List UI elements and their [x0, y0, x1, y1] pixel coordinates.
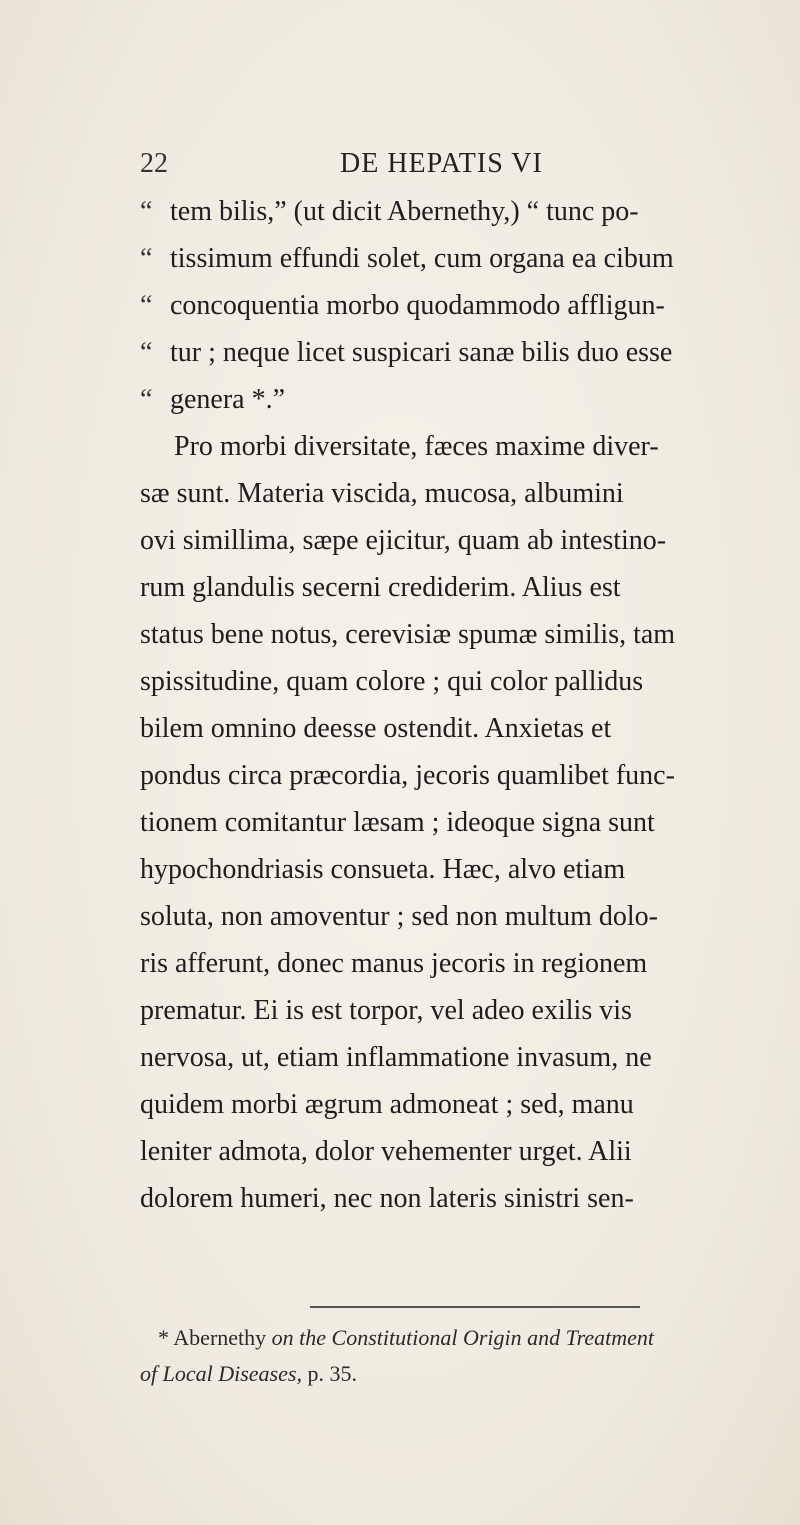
footnote-line [140, 1320, 780, 1356]
footnote-line [140, 1356, 780, 1392]
footnote-divider [310, 1306, 640, 1308]
text-line: ovi simillima, sæpe ejicitur, quam ab intestino- [140, 525, 667, 556]
footnote-page: p. 35. [307, 1361, 357, 1386]
text-line: “ concoquentia morbo quodammodo affligun- [140, 290, 665, 321]
text-line: hypochondriasis consueta. Hæc, alvo etiam [140, 854, 626, 885]
text-line: sæ sunt. Materia viscida, mucosa, albumini [140, 478, 624, 509]
body-text [140, 188, 790, 1222]
footnote [140, 1320, 780, 1392]
footnote-marker: * [158, 1325, 169, 1350]
running-head: DE HEPATIS VI [340, 148, 543, 179]
text-line: nervosa, ut, etiam inflammatione invasum, ne [140, 1042, 652, 1073]
text-line: leniter admota, dolor vehementer urget. Alii [140, 1136, 632, 1167]
page-header [140, 148, 780, 188]
text-line: bilem omnino deesse ostendit. Anxietas et [140, 713, 612, 744]
text-line: pondus circa præcordia, jecoris quamlibet func- [140, 760, 675, 791]
text-line: quidem morbi ægrum admoneat ; sed, manu [140, 1089, 634, 1120]
text-line: “ genera *.” [140, 384, 286, 415]
text-line: dolorem humeri, nec non lateris sinistri sen- [140, 1183, 634, 1214]
text-line: rum glandulis secerni crediderim. Alius est [140, 572, 621, 603]
text-line: tionem comitantur læsam ; ideoque signa sunt [140, 807, 655, 838]
text-line: spissitudine, quam colore ; qui color pallidus [140, 666, 644, 697]
text-line: “ tem bilis,” (ut dicit Abernethy,) “ tunc po- [140, 196, 639, 227]
footnote-title: on the Constitutional Origin and Treatment [271, 1325, 655, 1350]
text-line: Pro morbi diversitate, fæces maxime diver- [174, 431, 659, 462]
text-line: prematur. Ei is est torpor, vel adeo exilis vis [140, 995, 632, 1026]
text-line: ris afferunt, donec manus jecoris in regionem [140, 948, 648, 979]
text-line: “ tur ; neque licet suspicari sanæ bilis duo esse [140, 337, 673, 368]
footnote-title-cont: of Local Diseases, [140, 1361, 302, 1386]
text-line: soluta, non amoventur ; sed non multum dolo- [140, 901, 658, 932]
text-line: “ tissimum effundi solet, cum organa ea cibum [140, 243, 674, 274]
text-line: status bene notus, cerevisiæ spumæ similis, tam [140, 619, 676, 650]
footnote-author: Abernethy [173, 1325, 267, 1350]
page-number: 22 [140, 148, 168, 179]
